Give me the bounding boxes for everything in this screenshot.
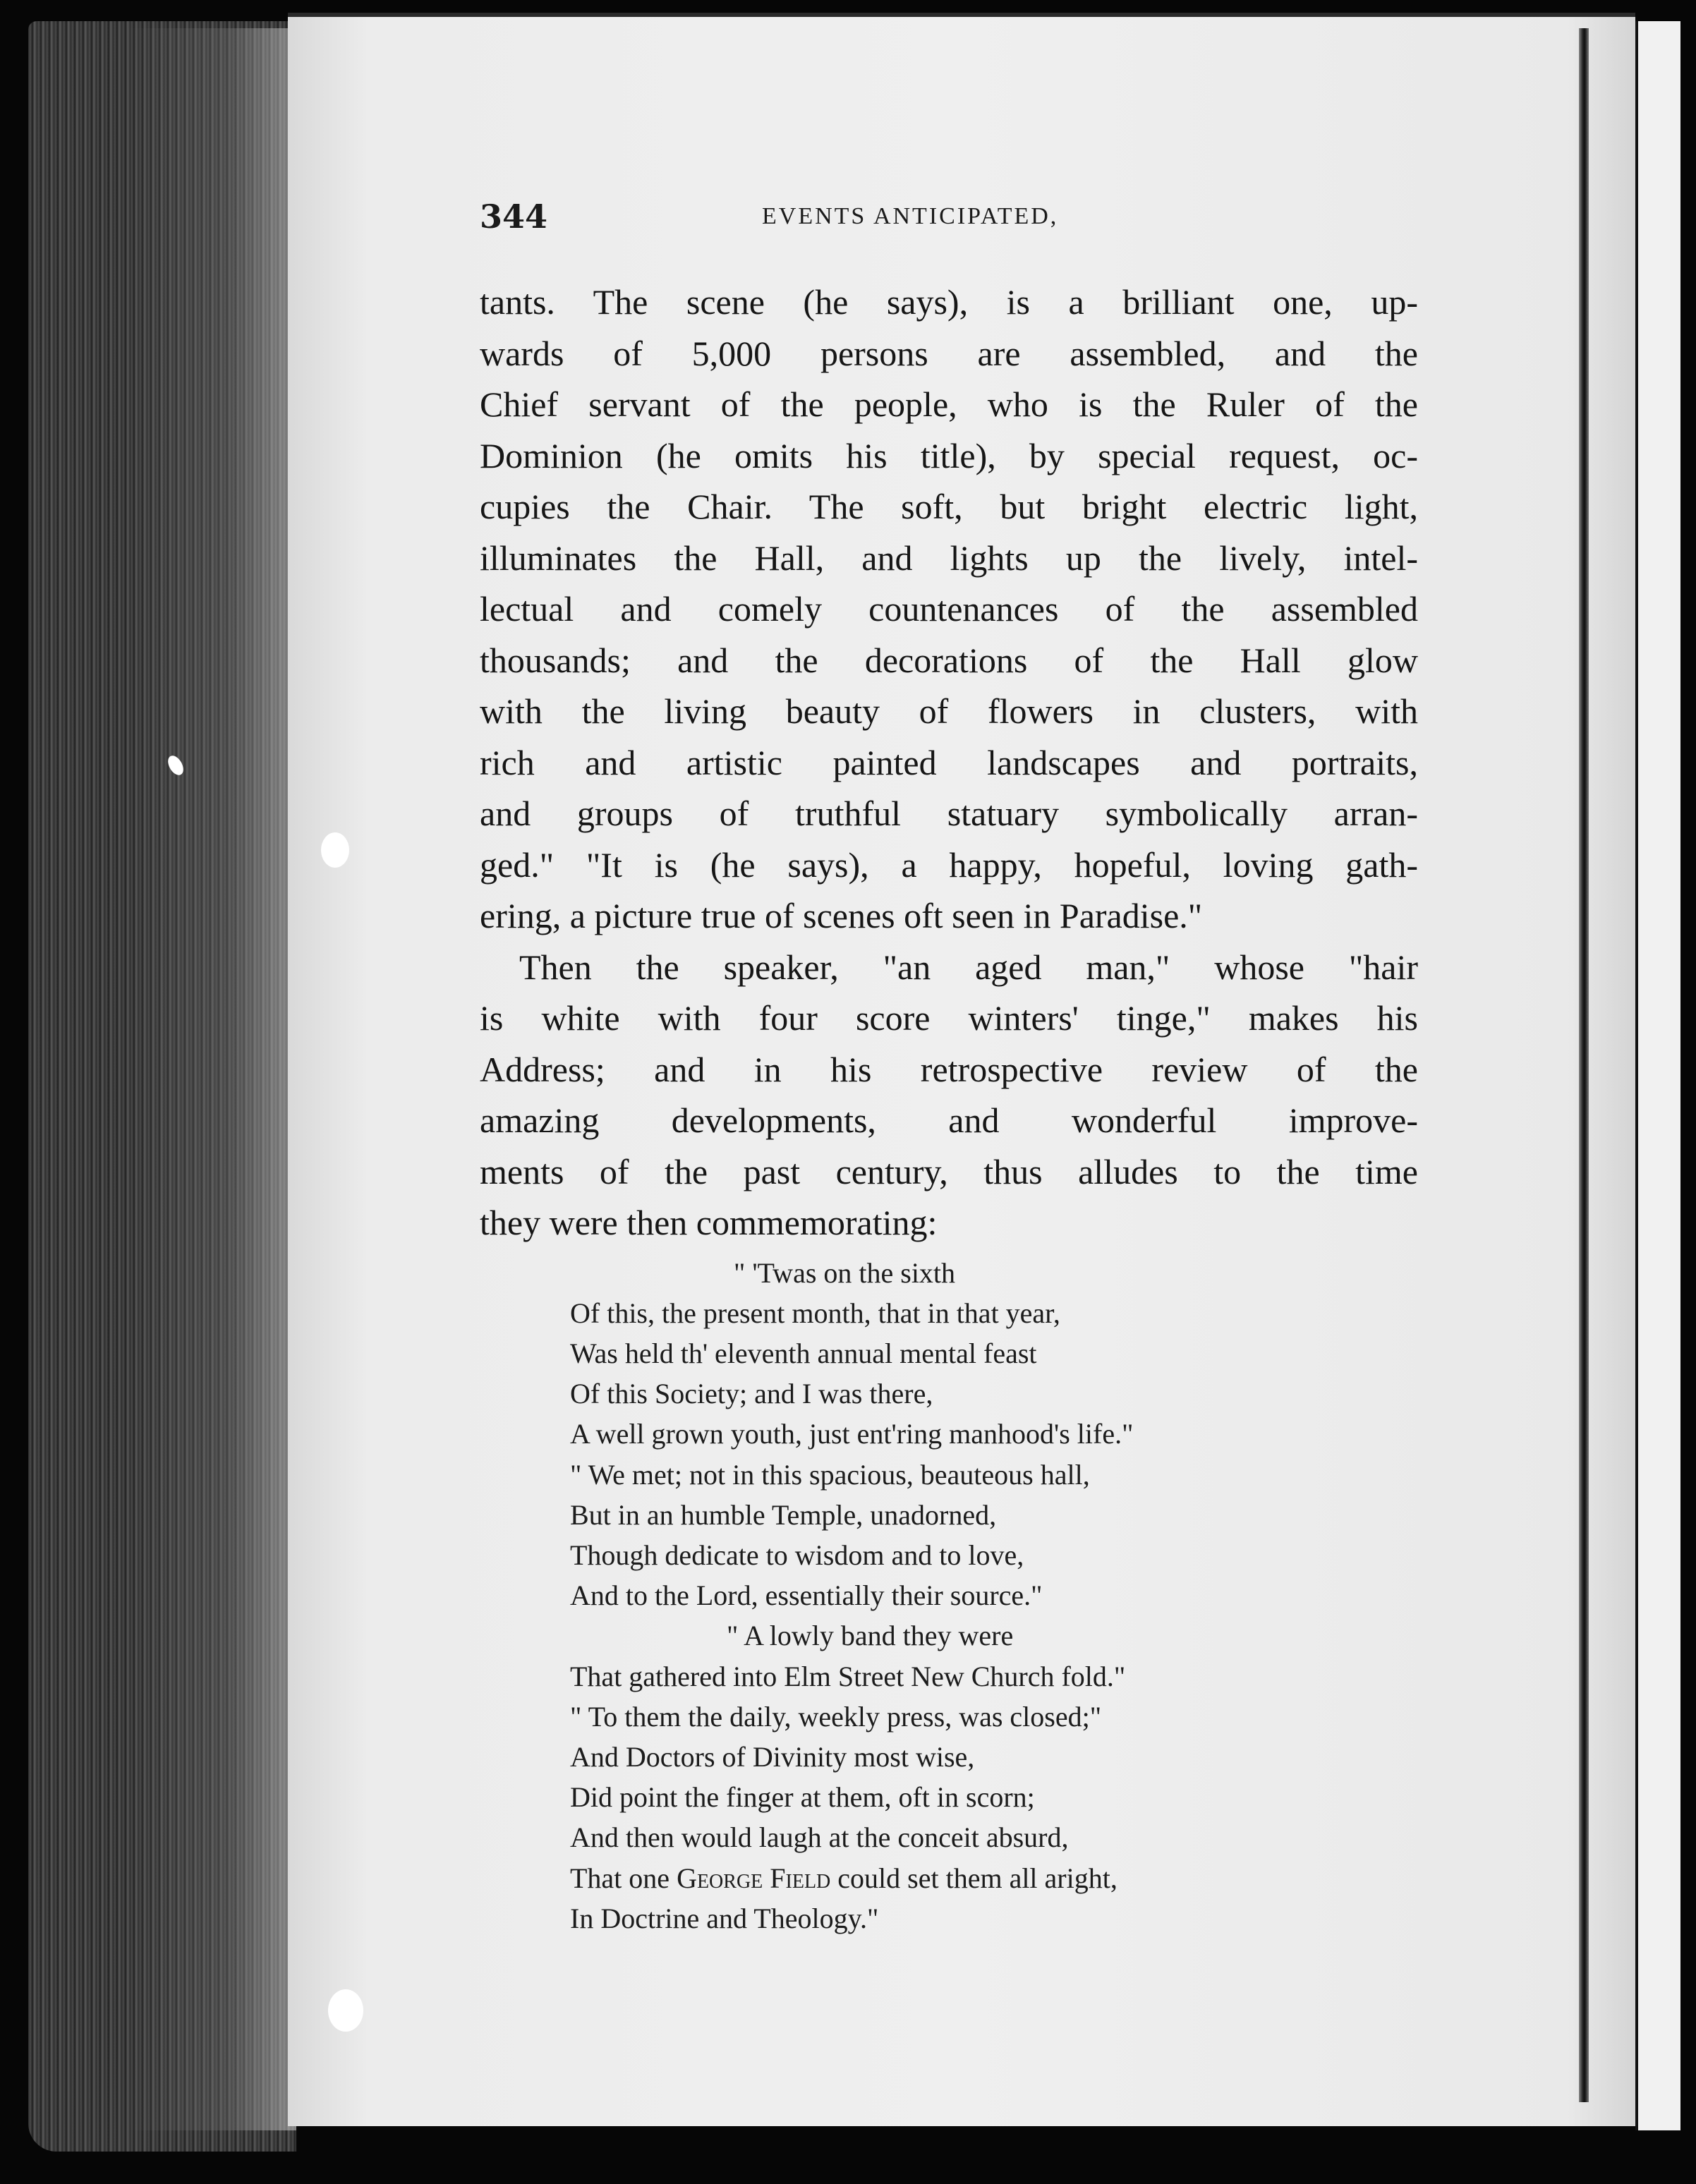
verse-line: In Doctrine and Theology." xyxy=(570,1902,879,1934)
prose-line: rich and artistic painted landscapes and portraits, xyxy=(480,742,1418,782)
prose-line: thousands; and the decorations of the Hall glow xyxy=(480,640,1418,680)
verse-line: And Doctors of Divinity most wise, xyxy=(570,1740,975,1773)
scan-speck xyxy=(321,832,349,868)
prose-line: Then the speaker, "an aged man," whose "hair xyxy=(519,947,1418,987)
verse-line: A well grown youth, just ent'ring manhood's life." xyxy=(570,1418,1134,1450)
page-number: 344 xyxy=(480,198,548,236)
prose-line: wards of 5,000 persons are assembled, and the xyxy=(480,333,1418,373)
prose-line: Dominion (he omits his title), by special request, oc- xyxy=(480,435,1418,475)
verse-line: Of this Society; and I was there, xyxy=(570,1378,933,1410)
verse-line: " A lowly band they were xyxy=(727,1620,1014,1652)
prose-line: cupies the Chair. The soft, but bright electric light, xyxy=(480,487,1418,526)
verse-line: And then would laugh at the conceit absurd, xyxy=(570,1821,1069,1854)
prose-line: and groups of truthful statuary symbolically arran- xyxy=(480,794,1418,833)
page-body xyxy=(480,277,1418,1939)
verse-text: That one xyxy=(570,1862,677,1894)
verse-line: That gathered into Elm Street New Church fold." xyxy=(570,1660,1126,1692)
verse-line: " 'Twas on the sixth xyxy=(734,1256,956,1289)
verse-line: And to the Lord, essentially their source." xyxy=(570,1579,1043,1612)
verse-line: " To them the daily, weekly press, was closed;" xyxy=(570,1700,1102,1733)
prose-line: Address; and in his retrospective review of the xyxy=(480,1049,1418,1089)
scan-speck xyxy=(328,1989,363,2032)
prose-line: with the living beauty of flowers in clusters, with xyxy=(480,691,1418,731)
prose-line: ering, a picture true of scenes oft seen in Paradise." xyxy=(480,896,1203,935)
verse-line: Of this, the present month, that in that year, xyxy=(570,1297,1060,1329)
prose-line: Chief servant of the people, who is the Ruler of the xyxy=(480,384,1418,424)
prose-line: they were then commemorating: xyxy=(480,1203,938,1242)
verse-line xyxy=(570,1858,1346,1898)
page-gutter xyxy=(1579,28,1589,2102)
verse-line: Did point the finger at them, oft in scorn; xyxy=(570,1781,1035,1814)
author-name: George Field xyxy=(677,1862,831,1894)
prose-line: amazing developments, and wonderful improve- xyxy=(480,1100,1418,1140)
book-edge-shading xyxy=(127,28,296,2130)
prose-line: lectual and comely countenances of the assembled xyxy=(480,589,1418,629)
prose-line: tants. The scene (he says), is a brilliant one, up- xyxy=(480,282,1418,322)
prose-line: ments of the past century, thus alludes to the time xyxy=(480,1151,1418,1191)
verse-line: Though dedicate to wisdom and to love, xyxy=(570,1539,1024,1571)
prose-block xyxy=(480,277,1418,1249)
running-head: EVENTS ANTICIPATED, xyxy=(762,203,1059,229)
verse-line: " We met; not in this spacious, beauteous hall, xyxy=(570,1458,1090,1491)
prose-line: ged." "It is (he says), a happy, hopeful, loving gath- xyxy=(480,844,1418,885)
adjacent-page xyxy=(1635,21,1680,2130)
verse-quotation xyxy=(570,1253,1346,1939)
verse-line: Was held th' eleventh annual mental feast xyxy=(570,1337,1037,1369)
verse-text: could set them all aright, xyxy=(830,1862,1117,1894)
prose-line: is white with four score winters' tinge," makes his xyxy=(480,998,1418,1038)
page-header xyxy=(480,198,1411,247)
verse-line: But in an humble Temple, unadorned, xyxy=(570,1498,997,1531)
prose-line: illuminates the Hall, and lights up the lively, intel- xyxy=(480,538,1418,578)
